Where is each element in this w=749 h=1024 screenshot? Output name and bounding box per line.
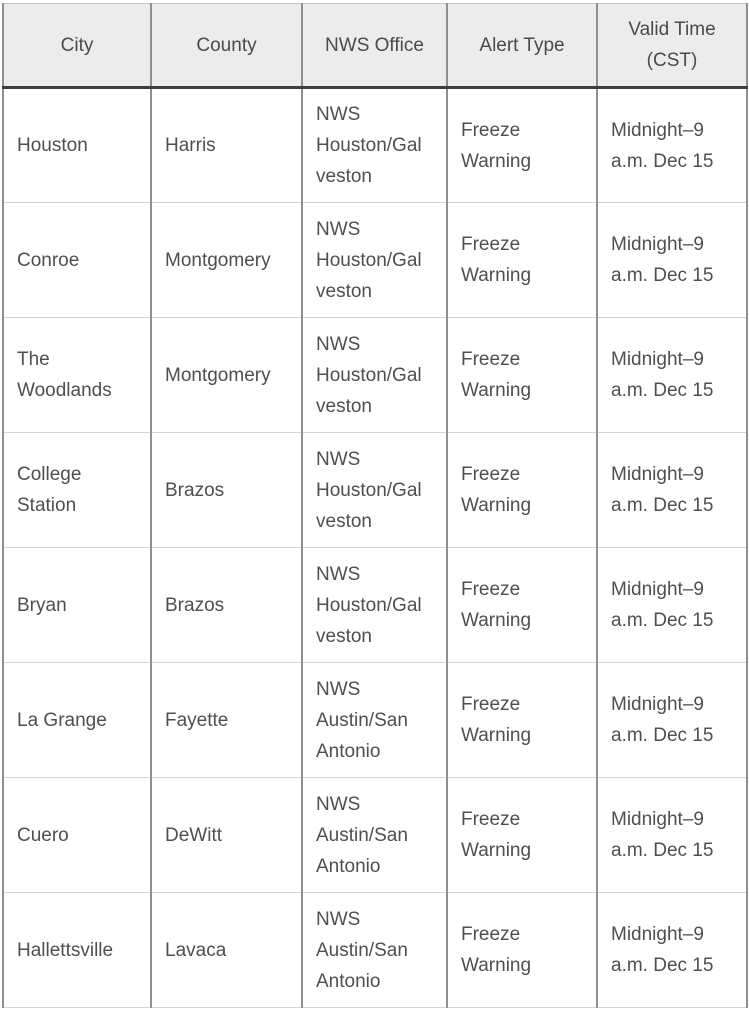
column-header-valid-time: Valid Time (CST) <box>597 4 747 88</box>
cell-nws-office: NWS Austin/San Antonio <box>302 778 447 893</box>
cell-county: Lavaca <box>151 893 302 1008</box>
cell-nws-office: NWS Houston/Galveston <box>302 318 447 433</box>
table-row <box>3 548 747 663</box>
table-row <box>3 778 747 893</box>
cell-county: Harris <box>151 88 302 203</box>
cell-alert-type: Freeze Warning <box>447 318 597 433</box>
cell-nws-office: NWS Austin/San Antonio <box>302 663 447 778</box>
cell-valid-time: Midnight–9 a.m. Dec 15 <box>597 318 747 433</box>
cell-nws-office: NWS Houston/Galveston <box>302 203 447 318</box>
header-row <box>3 4 747 88</box>
cell-county: Brazos <box>151 433 302 548</box>
cell-valid-time: Midnight–9 a.m. Dec 15 <box>597 663 747 778</box>
cell-alert-type: Freeze Warning <box>447 778 597 893</box>
cell-county: Montgomery <box>151 318 302 433</box>
table-row <box>3 203 747 318</box>
table-row <box>3 318 747 433</box>
column-header-nws-office: NWS Office <box>302 4 447 88</box>
cell-nws-office: NWS Houston/Galveston <box>302 433 447 548</box>
table-row <box>3 88 747 203</box>
cell-alert-type: Freeze Warning <box>447 88 597 203</box>
cell-county: Brazos <box>151 548 302 663</box>
cell-county: Fayette <box>151 663 302 778</box>
cell-city: Hallettsville <box>3 893 151 1008</box>
column-header-alert-type: Alert Type <box>447 4 597 88</box>
cell-city: Conroe <box>3 203 151 318</box>
weather-alerts-table <box>2 3 748 1008</box>
cell-valid-time: Midnight–9 a.m. Dec 15 <box>597 893 747 1008</box>
cell-valid-time: Midnight–9 a.m. Dec 15 <box>597 548 747 663</box>
cell-nws-office: NWS Houston/Galveston <box>302 88 447 203</box>
table-row <box>3 893 747 1008</box>
table-row <box>3 663 747 778</box>
cell-alert-type: Freeze Warning <box>447 548 597 663</box>
table-row <box>3 433 747 548</box>
cell-alert-type: Freeze Warning <box>447 433 597 548</box>
cell-alert-type: Freeze Warning <box>447 203 597 318</box>
cell-alert-type: Freeze Warning <box>447 893 597 1008</box>
cell-county: DeWitt <box>151 778 302 893</box>
cell-valid-time: Midnight–9 a.m. Dec 15 <box>597 203 747 318</box>
cell-city: Cuero <box>3 778 151 893</box>
cell-city: College Station <box>3 433 151 548</box>
cell-alert-type: Freeze Warning <box>447 663 597 778</box>
cell-county: Montgomery <box>151 203 302 318</box>
table-body <box>3 88 747 1008</box>
cell-nws-office: NWS Houston/Galveston <box>302 548 447 663</box>
cell-valid-time: Midnight–9 a.m. Dec 15 <box>597 433 747 548</box>
cell-city: The Woodlands <box>3 318 151 433</box>
cell-valid-time: Midnight–9 a.m. Dec 15 <box>597 778 747 893</box>
cell-valid-time: Midnight–9 a.m. Dec 15 <box>597 88 747 203</box>
cell-nws-office: NWS Austin/San Antonio <box>302 893 447 1008</box>
cell-city: La Grange <box>3 663 151 778</box>
column-header-county: County <box>151 4 302 88</box>
cell-city: Bryan <box>3 548 151 663</box>
table-header <box>3 4 747 88</box>
cell-city: Houston <box>3 88 151 203</box>
column-header-city: City <box>3 4 151 88</box>
